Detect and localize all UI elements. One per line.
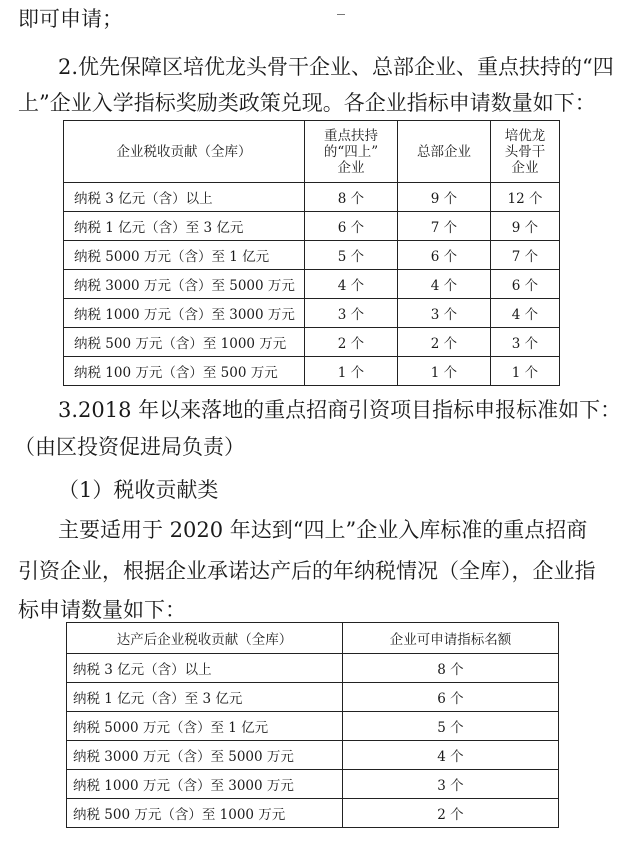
table-row xyxy=(64,183,560,212)
table-cell: 纳税 5000 万元（含）至 1 亿元 xyxy=(64,241,305,270)
table-cell: 1 个 xyxy=(491,357,560,386)
table-row xyxy=(64,357,560,386)
text-line-2: 2.优先保障区培优龙头骨干企业、总部企业、重点扶持的“四 xyxy=(58,55,614,79)
table-cell: 3 个 xyxy=(305,299,398,328)
table-header-cell: 企业税收贡献（全库） xyxy=(64,121,305,183)
table-cell: 纳税 500 万元（含）至 1000 万元 xyxy=(67,799,343,828)
text-line-7: 主要适用于 2020 年达到“四上”企业入库标准的重点招商 xyxy=(58,518,588,542)
scan-mark xyxy=(337,14,345,15)
table-cell: 6 个 xyxy=(343,683,559,712)
text-line-6: （1）税收贡献类 xyxy=(58,478,219,502)
text-line-8: 引资企业，根据企业承诺达产后的年纳税情况（全库），企业指 xyxy=(18,559,596,583)
table-cell: 5 个 xyxy=(305,241,398,270)
text-line-1: 即可申请； xyxy=(18,7,123,31)
table-cell: 5 个 xyxy=(343,712,559,741)
table-row xyxy=(67,654,559,683)
table-cell: 8 个 xyxy=(343,654,559,683)
table-cell: 纳税 1 亿元（含）至 3 亿元 xyxy=(67,683,343,712)
table-cell: 7 个 xyxy=(491,241,560,270)
table-row xyxy=(67,712,559,741)
table-cell: 3 个 xyxy=(491,328,560,357)
text-line-5: （由区投资促进局负责） xyxy=(14,435,245,459)
table-cell: 12 个 xyxy=(491,183,560,212)
table-header-cell: 企业可申请指标名额 xyxy=(343,623,559,654)
table-row xyxy=(64,270,560,299)
table-quota-by-tax-contribution xyxy=(66,622,559,828)
table-cell: 2 个 xyxy=(398,328,491,357)
table-row xyxy=(64,241,560,270)
table-cell: 纳税 500 万元（含）至 1000 万元 xyxy=(64,328,305,357)
table-cell: 纳税 1000 万元（含）至 3000 万元 xyxy=(67,770,343,799)
table-cell: 纳税 3 亿元（含）以上 xyxy=(64,183,305,212)
table-row xyxy=(64,299,560,328)
table-cell: 纳税 1000 万元（含）至 3000 万元 xyxy=(64,299,305,328)
table-cell: 6 个 xyxy=(491,270,560,299)
table-header-cell: 重点扶持 的“四上” 企业 xyxy=(305,121,398,183)
table-cell: 6 个 xyxy=(305,212,398,241)
table-row xyxy=(64,328,560,357)
table-cell: 4 个 xyxy=(398,270,491,299)
table-cell: 6 个 xyxy=(398,241,491,270)
table-cell: 纳税 1 亿元（含）至 3 亿元 xyxy=(64,212,305,241)
table-cell: 4 个 xyxy=(305,270,398,299)
table-cell: 纳税 100 万元（含）至 500 万元 xyxy=(64,357,305,386)
table-quota-by-enterprise-type xyxy=(63,120,560,386)
table-row xyxy=(67,741,559,770)
table-row xyxy=(67,770,559,799)
text-line-4: 3.2018 年以来落地的重点招商引资项目指标申报标准如下： xyxy=(58,398,622,422)
table-row xyxy=(67,799,559,828)
table-header-cell: 达产后企业税收贡献（全库） xyxy=(67,623,343,654)
table-cell: 纳税 3 亿元（含）以上 xyxy=(67,654,343,683)
table-cell: 2 个 xyxy=(343,799,559,828)
table-cell: 3 个 xyxy=(398,299,491,328)
table-cell: 纳税 3000 万元（含）至 5000 万元 xyxy=(64,270,305,299)
table-header-row xyxy=(67,623,559,654)
table-cell: 1 个 xyxy=(305,357,398,386)
table-cell: 纳税 3000 万元（含）至 5000 万元 xyxy=(67,741,343,770)
table-cell: 7 个 xyxy=(398,212,491,241)
table-row xyxy=(64,212,560,241)
text-line-3: 上”企业入学指标奖励类政策兑现。各企业指标申请数量如下： xyxy=(18,91,596,115)
table-cell: 4 个 xyxy=(343,741,559,770)
table-cell: 4 个 xyxy=(491,299,560,328)
table-cell: 1 个 xyxy=(398,357,491,386)
table-header-cell: 培优龙 头骨干 企业 xyxy=(491,121,560,183)
table-cell: 9 个 xyxy=(398,183,491,212)
table-cell: 8 个 xyxy=(305,183,398,212)
text-line-9: 标申请数量如下： xyxy=(18,598,186,622)
table-cell: 纳税 5000 万元（含）至 1 亿元 xyxy=(67,712,343,741)
table-cell: 3 个 xyxy=(343,770,559,799)
table-cell: 2 个 xyxy=(305,328,398,357)
table-header-cell: 总部企业 xyxy=(398,121,491,183)
table-cell: 9 个 xyxy=(491,212,560,241)
table-header-row xyxy=(64,121,560,183)
table-row xyxy=(67,683,559,712)
